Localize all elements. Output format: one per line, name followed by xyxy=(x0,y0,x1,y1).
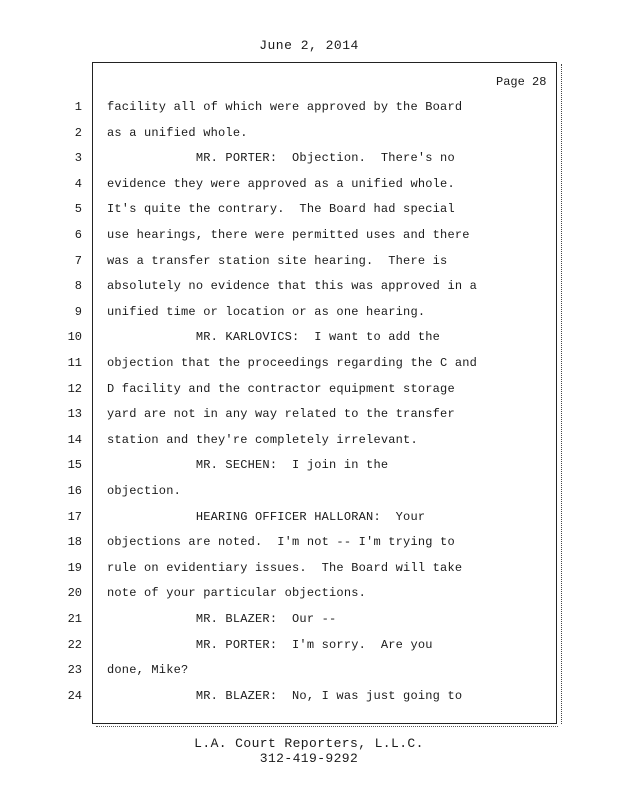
transcript-line-text: objections are noted. I'm not -- I'm trying to xyxy=(107,535,455,550)
transcript-line-text: MR. BLAZER: Our -- xyxy=(107,612,337,626)
transcript-line-text: It's quite the contrary. The Board had special xyxy=(107,202,455,217)
page-margin-rule xyxy=(561,64,562,724)
line-number: 5 xyxy=(74,202,82,217)
line-number: 22 xyxy=(67,637,82,652)
line-number: 1 xyxy=(74,100,82,114)
transcript-line-text: absolutely no evidence that this was approved in a xyxy=(107,279,478,294)
transcript-line-text: objection. xyxy=(107,484,182,498)
transcript-line-text: MR. PORTER: I'm sorry. Are you xyxy=(107,637,433,652)
line-number: 23 xyxy=(67,663,82,678)
transcript-line-text: facility all of which were approved by the Board xyxy=(107,100,463,114)
transcript-line-text: was a transfer station site hearing. There is xyxy=(107,253,448,268)
court-reporter-name: L.A. Court Reporters, L.L.C. xyxy=(194,736,424,751)
line-number: 2 xyxy=(74,125,82,140)
line-number: 17 xyxy=(67,509,82,524)
line-number: 6 xyxy=(74,228,82,242)
transcript-line-text: MR. KARLOVICS: I want to add the xyxy=(107,330,441,345)
transcript-line-text: unified time or location or as one hearing. xyxy=(107,304,426,319)
transcript-line-text: MR. BLAZER: No, I was just going to xyxy=(107,688,463,703)
line-number: 10 xyxy=(67,330,82,345)
line-number: 15 xyxy=(67,458,82,473)
transcript-line-text: rule on evidentiary issues. The Board will take xyxy=(107,560,463,575)
court-reporter-phone: 312-419-9292 xyxy=(259,751,359,766)
page-bottom-rule xyxy=(96,726,558,729)
transcript-line-text: MR. SECHEN: I join in the xyxy=(107,458,389,473)
transcript-line-text: station and they're completely irrelevant. xyxy=(107,432,418,447)
line-number: 14 xyxy=(67,432,82,447)
transcript-line-text: note of your particular objections. xyxy=(107,586,367,601)
transcript-date: June 2, 2014 xyxy=(259,38,359,53)
line-number: 12 xyxy=(67,381,82,396)
line-number: 8 xyxy=(74,279,82,294)
transcript-line-text: done, Mike? xyxy=(107,663,189,678)
transcript-line-text: HEARING OFFICER HALLORAN: Your xyxy=(107,509,426,524)
line-number: 9 xyxy=(74,304,82,319)
transcript-line-text: objection that the proceedings regarding the C and xyxy=(107,356,478,370)
transcript-line-text: yard are not in any way related to the transfer xyxy=(107,407,455,422)
transcript-line-text: as a unified whole. xyxy=(107,125,248,140)
line-number: 4 xyxy=(74,176,82,191)
line-number: 7 xyxy=(74,253,82,268)
transcript-line-text: D facility and the contractor equipment storage xyxy=(107,381,455,396)
page-number-label: Page 28 xyxy=(496,75,547,89)
line-number: 18 xyxy=(67,535,82,550)
line-number: 24 xyxy=(67,688,82,703)
line-number: 3 xyxy=(74,151,82,166)
line-number: 20 xyxy=(67,586,82,601)
line-number: 16 xyxy=(67,484,82,498)
transcript-line-text: evidence they were approved as a unified whole. xyxy=(107,176,455,191)
transcript-line-text: use hearings, there were permitted uses and there xyxy=(107,228,470,242)
line-number: 19 xyxy=(67,560,82,575)
transcript-line-text: MR. PORTER: Objection. There's no xyxy=(107,151,455,166)
line-number: 11 xyxy=(67,356,82,370)
line-number: 21 xyxy=(67,612,82,626)
line-number: 13 xyxy=(67,407,82,422)
